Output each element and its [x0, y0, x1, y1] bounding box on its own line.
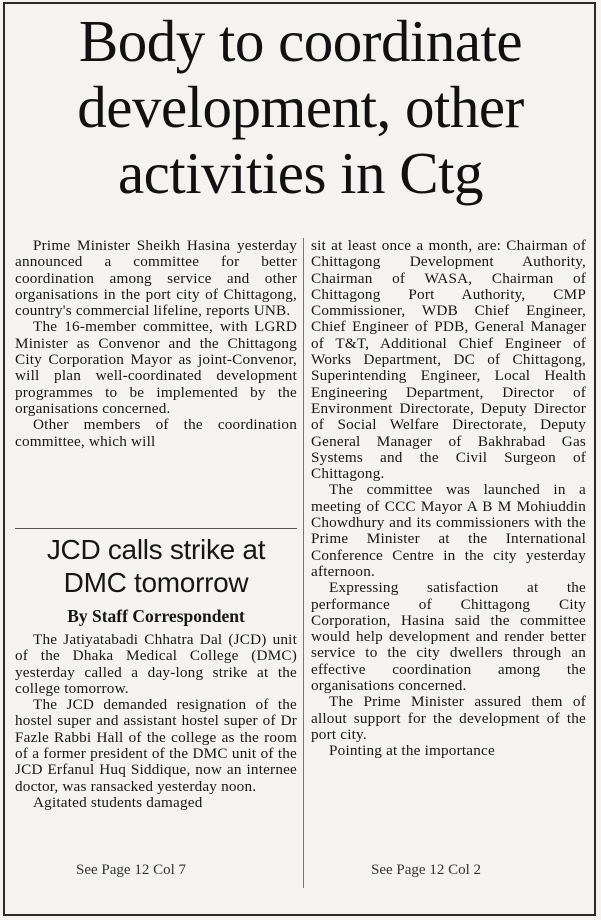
- headline-line-3: activities in Ctg: [117, 140, 484, 206]
- headline-line-2: development, other: [77, 74, 524, 140]
- main-headline: [0, 8, 601, 206]
- second-headline-line-2: DMC tomorrow: [63, 567, 249, 598]
- second-story-paragraph: The Jatiyatabadi Chhatra Dal (JCD) unit of the Dhaka Medical College (DMC) yesterday called a day-long strike at the college tomorrow.: [15, 631, 297, 697]
- story-divider: [15, 528, 297, 529]
- byline: By Staff Correspondent: [67, 606, 245, 626]
- column-divider: [303, 238, 304, 888]
- headline-line-1: Body to coordinate: [78, 8, 523, 74]
- jump-line-main-story: See Page 12 Col 2: [371, 862, 481, 878]
- second-headline-line-1: JCD calls strike at: [46, 534, 266, 565]
- main-story-paragraph: Prime Minister Sheikh Hasina yesterday announced a committee for better coordination among service and other organisations in the port city of Chittagong, country's commercial lifeline, reports UNB.: [15, 237, 297, 320]
- main-story-left-column: [15, 238, 297, 450]
- second-story-paragraph: Agitated students damaged: [33, 793, 203, 811]
- main-story-paragraph: Pointing at the importance: [329, 742, 495, 760]
- main-story-paragraph: The Prime Minister assured them of allout support for the development of the port city.: [311, 693, 586, 743]
- main-story-paragraph: Expressing satisfaction at the performance of Chittagong City Corporation, Hasina said the committee would help development and render better service to the city dwellers through an effective coordination among the organisations concerned.: [311, 579, 586, 695]
- second-story-column: [15, 632, 297, 811]
- main-story-paragraph: sit at least once a month, are: Chairman of Chittagong Development Authority, Chairman of WASA, Chairman of Chittagong Port Authority, CMP Commissioner, WDB Chief Engineer, Chief Engineer of PDB, General Manager of T&T, Additional Chief Engineer of Works Department, DC of Chittagong, Superintending Engineer, Local Health Engineering Department, Director of Environment Directorate, Deputy Director of Social Welfare Directorate, Deputy General Manager of Bakhrabad Gas Systems and the Civil Surgeon of Chittagong.: [311, 237, 586, 483]
- main-story-paragraph: The 16-member committee, with LGRD Minister as Convenor and the Chittagong City Corporation Mayor as joint-Convenor, will plan well-coordinated development programmes to be implemented by the organisations concerned.: [15, 318, 297, 417]
- main-story-right-column: [311, 238, 586, 760]
- main-story-paragraph: Other members of the coordination committee, which will: [15, 416, 297, 450]
- main-story-paragraph: The committee was launched in a meeting of CCC Mayor A B M Mohiuddin Chowdhury and its commissioners with the Prime Minister at the International Conference Centre in the city yesterday afternoon.: [311, 481, 586, 580]
- jump-line-second-story: See Page 12 Col 7: [76, 862, 186, 878]
- second-story-paragraph: The JCD demanded resignation of the hostel super and assistant hostel super of Dr Fazle Rabbi Hall of the college as the room of a former president of the DMC unit of the JCD Erfanul Huq Siddique, now an internee doctor, was ransacked yesterday noon.: [15, 696, 297, 795]
- second-story-headline: [15, 533, 297, 599]
